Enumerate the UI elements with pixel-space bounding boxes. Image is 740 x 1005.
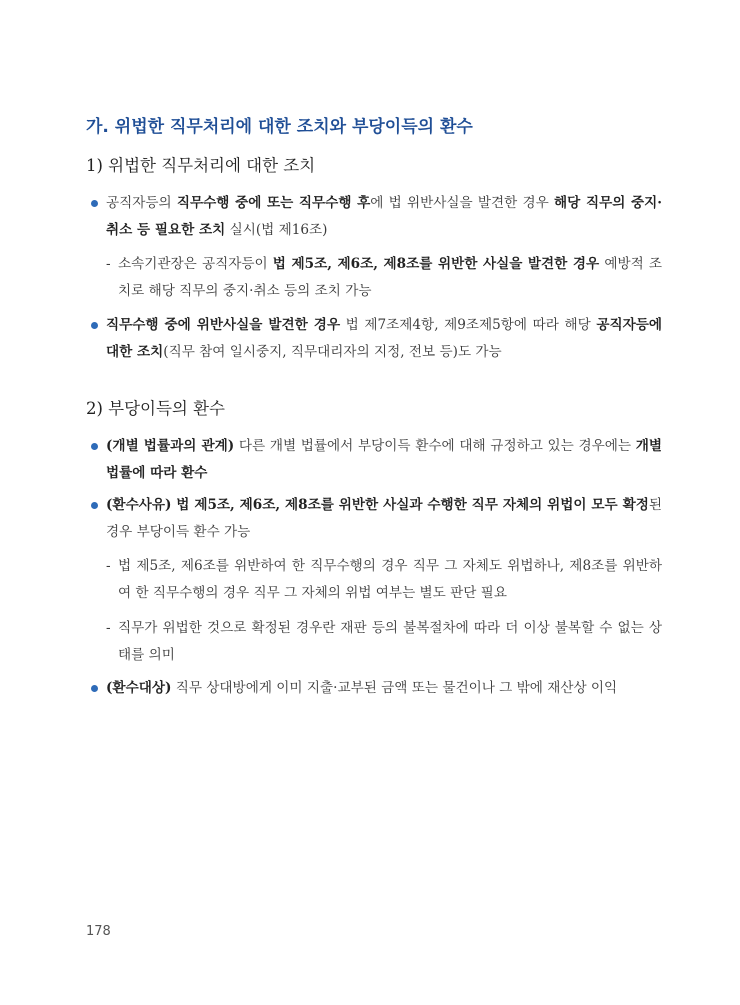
dash-text: 소속기관장은 공직자등이 법 제5조, 제6조, 제8조를 위반한 사실을 발견한 경우 예방적 조치로 해당 직무의 중지·취소 등의 조치 가능 xyxy=(118,256,663,299)
bullet-text: 직무수행 중에 위반사실을 발견한 경우 법 제7조제4항, 제9조제5항에 따라 해당 공직자등에 대한 조치(직무 참여 일시중지, 직무대리자의 지정, 전보 등)도 가능 xyxy=(106,317,662,360)
dash-mark: - xyxy=(106,620,111,636)
dash-text: 법 제5조, 제6조를 위반하여 한 직무수행의 경우 직무 그 자체도 위법하나, 제8조를 위반하여 한 직무수행의 경우 직무 그 자체의 위법 여부는 별도 판단 필요 xyxy=(118,558,662,601)
bullet-dot-icon xyxy=(91,502,98,509)
bullet-text: (환수대상) 직무 상대방에게 이미 지출·교부된 금액 또는 물건이나 그 밖에 재산상 이익 xyxy=(106,680,618,696)
dash-text: 직무가 위법한 것으로 확정된 경우란 재판 등의 불복절차에 따라 더 이상 불복할 수 없는 상태를 의미 xyxy=(118,620,662,663)
bullet-dot-icon xyxy=(91,200,98,207)
bullet-item xyxy=(92,433,662,487)
bullet-dot-icon xyxy=(91,322,98,329)
bullet-item xyxy=(92,675,662,702)
subsection-title-1: 1) 위법한 직무처리에 대한 조치 xyxy=(86,156,316,175)
dash-mark: - xyxy=(106,256,111,272)
page-number: 178 xyxy=(86,924,111,939)
dash-item xyxy=(106,553,662,607)
bullet-dot-icon xyxy=(91,685,98,692)
dash-item xyxy=(106,251,662,305)
bullet-text: 공직자등의 직무수행 중에 또는 직무수행 후에 법 위반사실을 발견한 경우 해당 직무의 중지·취소 등 필요한 조치 실시(법 제16조) xyxy=(106,195,662,238)
dash-mark: - xyxy=(106,558,111,574)
bullet-item xyxy=(92,312,662,366)
dash-item xyxy=(106,615,662,669)
bullet-item xyxy=(92,492,662,546)
bullet-text: (환수사유) 법 제5조, 제6조, 제8조를 위반한 사실과 수행한 직무 자체의 위법이 모두 확정된 경우 부당이득 환수 가능 xyxy=(106,497,662,540)
section-title: 가. 위법한 직무처리에 대한 조치와 부당이득의 환수 xyxy=(86,117,473,137)
bullet-dot-icon xyxy=(91,443,98,450)
bullet-text: (개별 법률과의 관계) 다른 개별 법률에서 부당이득 환수에 대해 규정하고 있는 경우에는 개별 법률에 따라 환수 xyxy=(106,438,662,481)
subsection-title-2: 2) 부당이득의 환수 xyxy=(86,399,225,418)
bullet-item xyxy=(92,190,662,244)
